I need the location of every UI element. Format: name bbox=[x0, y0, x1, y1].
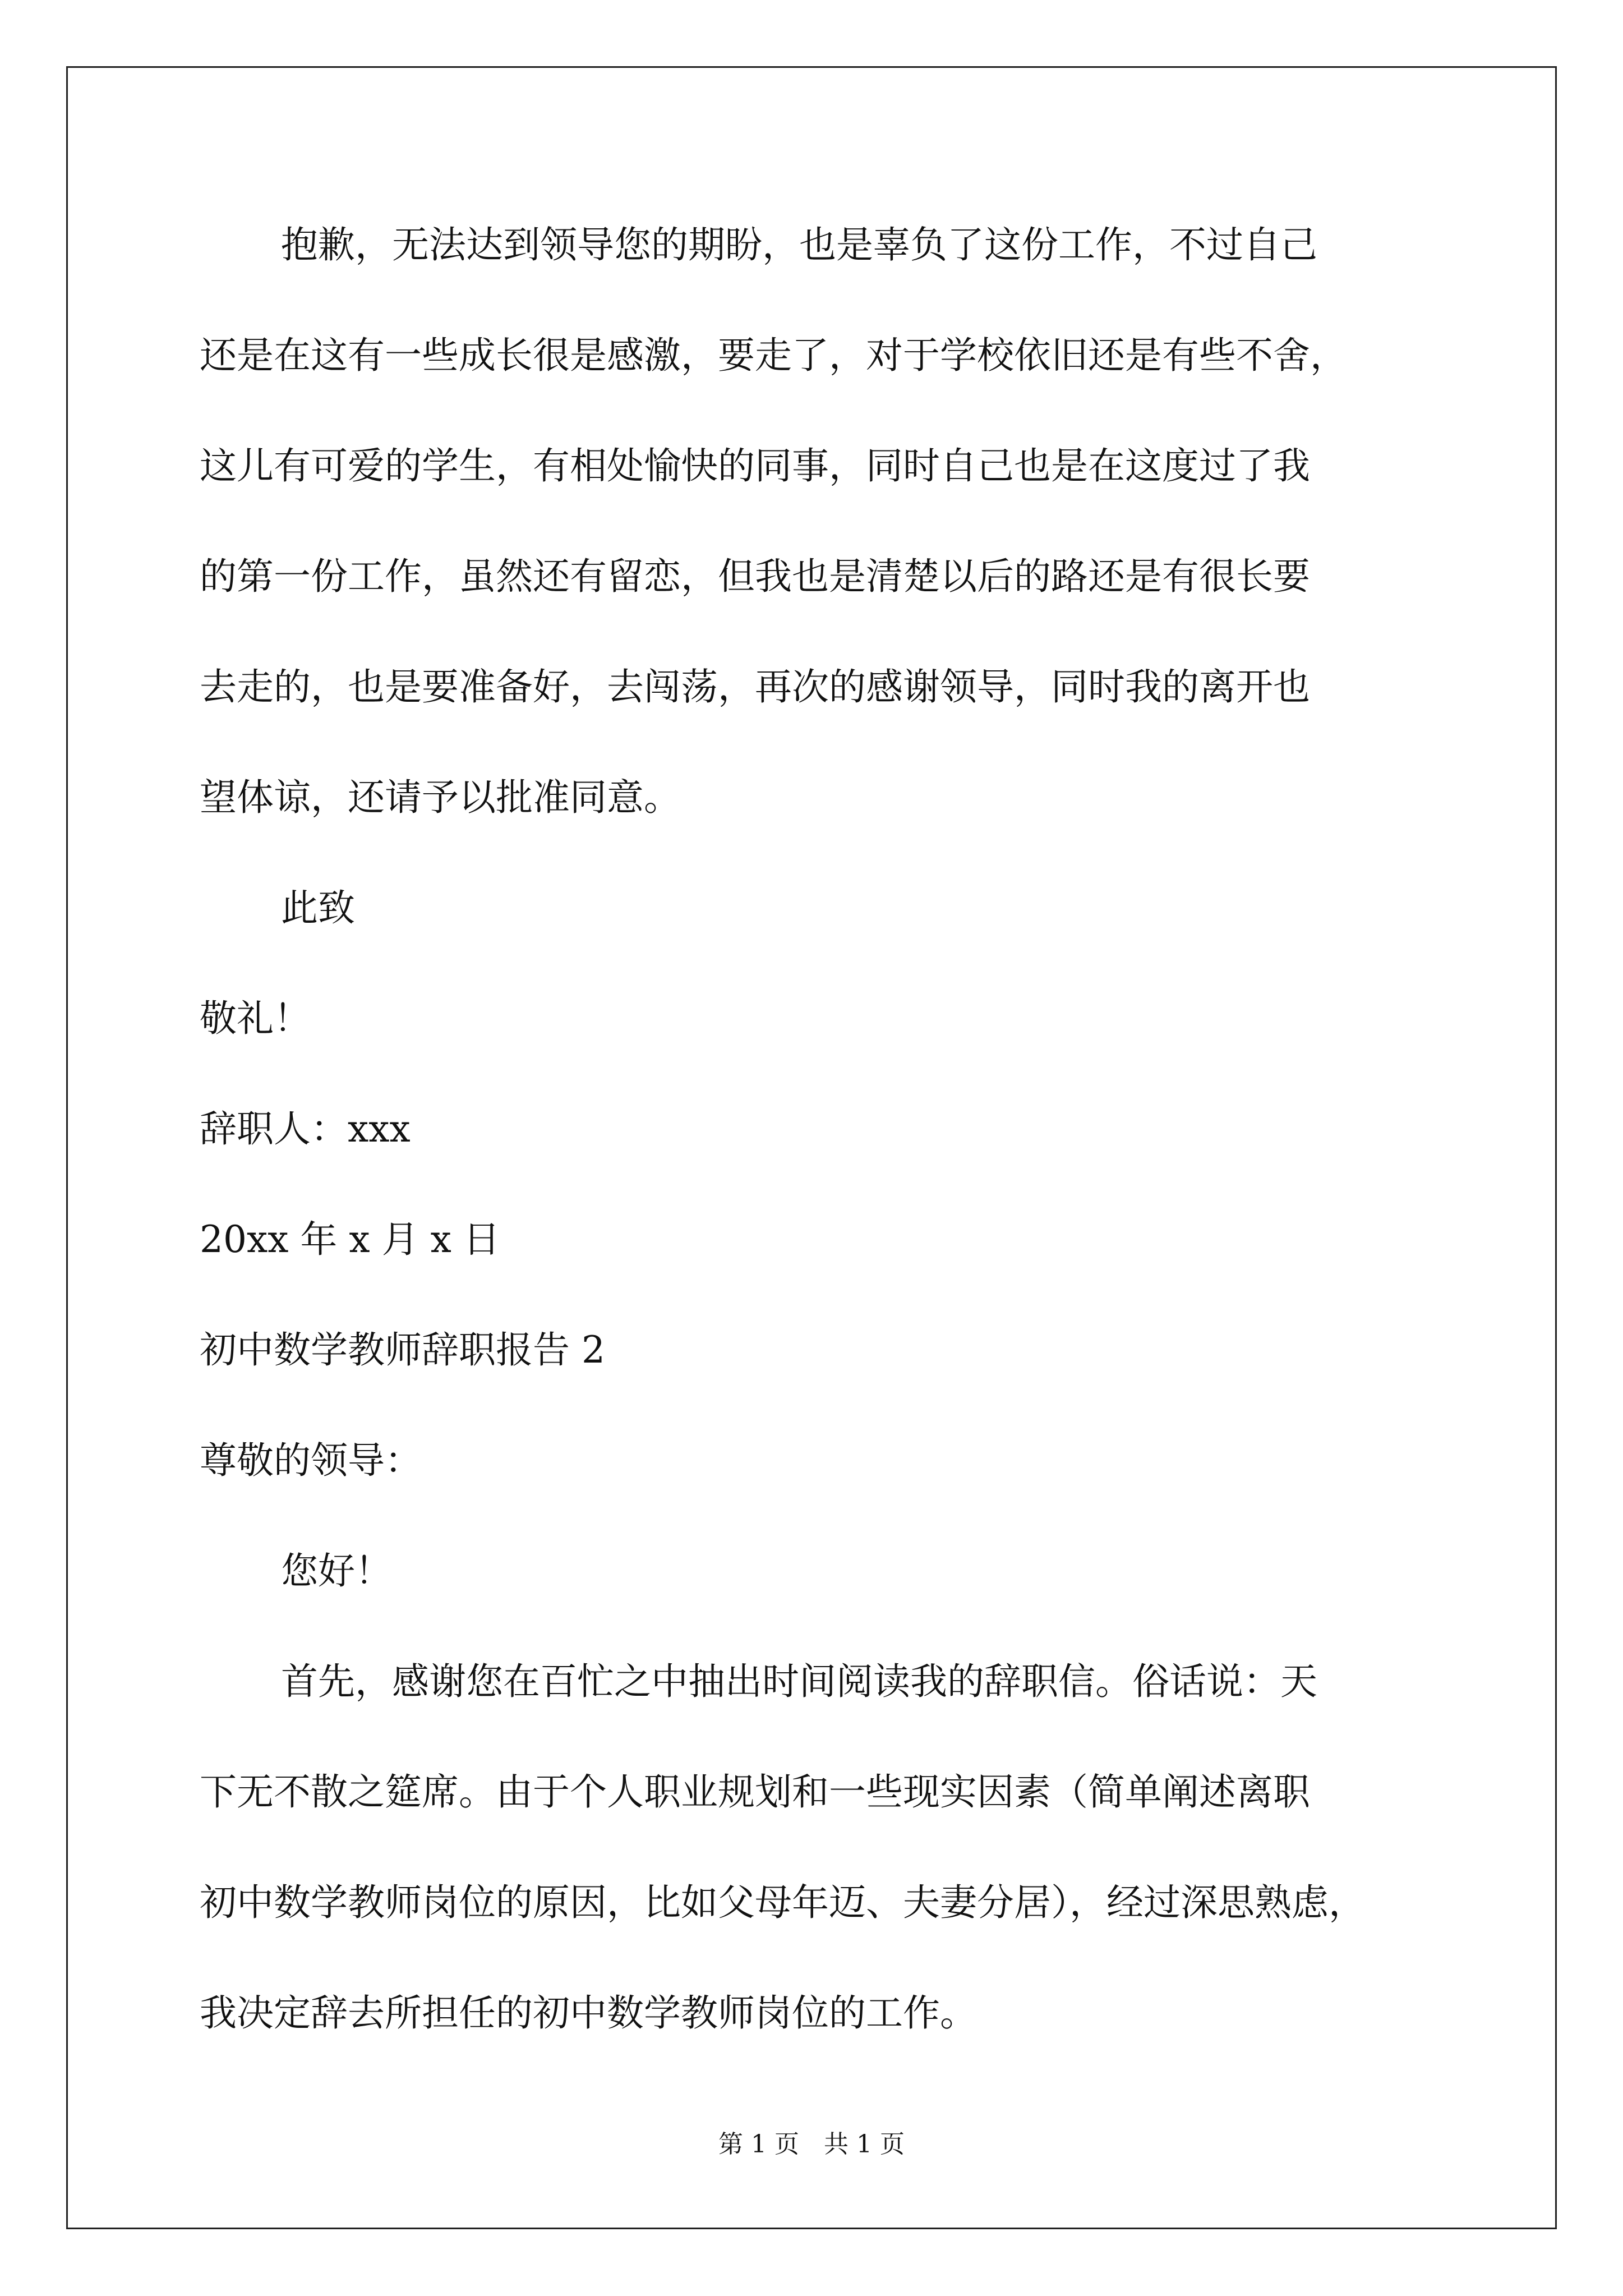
date-line: 20xx 年 x 月 x 日 bbox=[200, 1218, 500, 1261]
resigner-line: 辞职人：xxx bbox=[200, 1107, 411, 1151]
paragraph-line: 望体谅，还请予以批准同意。 bbox=[200, 776, 681, 819]
page-footer: 第 1 页 共 1 页 bbox=[718, 2130, 905, 2159]
paragraph-line: 抱歉，无法达到领导您的期盼，也是辜负了这份工作，不过自己 bbox=[281, 223, 1317, 266]
hello-line: 您好！ bbox=[281, 1549, 392, 1593]
paragraph-line: 去走的，也是要准备好，去闯荡，再次的感谢领导，同时我的离开也 bbox=[200, 665, 1310, 708]
paragraph-line: 的第一份工作，虽然还有留恋，但我也是清楚以后的路还是有很长要 bbox=[200, 555, 1310, 598]
closing-text: 此致 bbox=[281, 886, 355, 930]
paragraph-line: 初中数学教师岗位的原因，比如父母年迈、夫妻分居），经过深思熟虑， bbox=[200, 1881, 1366, 1924]
section-title: 初中数学教师辞职报告 2 bbox=[200, 1328, 605, 1372]
paragraph-line: 首先，感谢您在百忙之中抽出时间阅读我的辞职信。俗话说：天 bbox=[281, 1660, 1317, 1703]
paragraph-line: 下无不散之筵席。由于个人职业规划和一些现实因素（简单阐述离职 bbox=[200, 1770, 1310, 1814]
greeting-line: 尊敬的领导： bbox=[200, 1439, 422, 1482]
paragraph-line: 还是在这有一些成长很是感激，要走了，对于学校依旧还是有些不舍， bbox=[200, 334, 1347, 377]
salute-text: 敬礼！ bbox=[200, 997, 311, 1040]
paragraph-line: 这儿有可爱的学生，有相处愉快的同事，同时自己也是在这度过了我 bbox=[200, 444, 1310, 487]
paragraph-line: 我决定辞去所担任的初中数学教师岗位的工作。 bbox=[200, 1991, 977, 2035]
